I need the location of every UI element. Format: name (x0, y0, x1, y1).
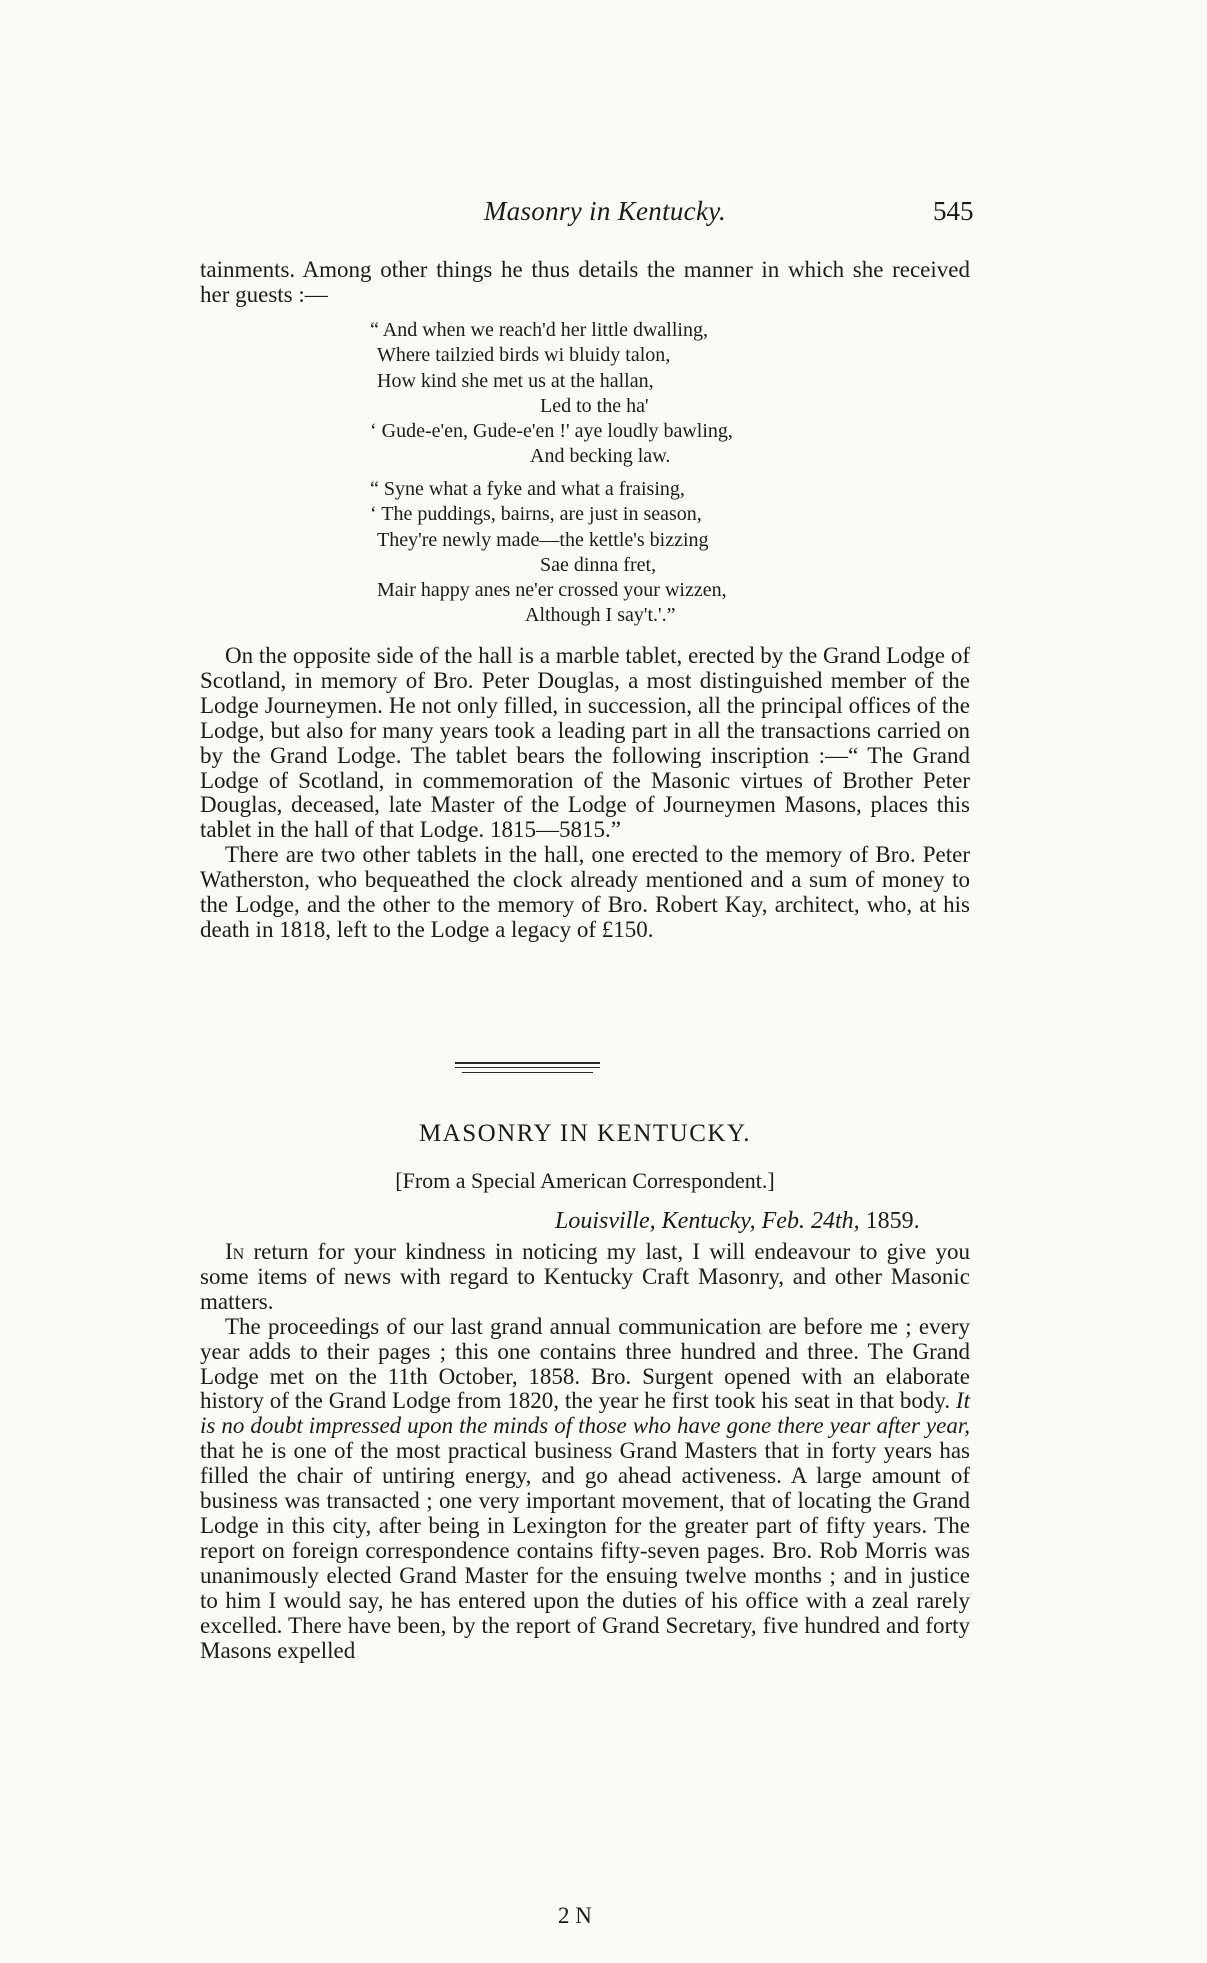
intro-paragraph (200, 258, 970, 308)
verse-line: Sae dinna fret, (540, 553, 657, 576)
article-paragraph-1: In return for your kindness in noticing my last, I will endeavour to give you some items of news with regard to Kentucky Craft Masonry, and other Masonic matters. (200, 1239, 970, 1314)
running-head-title: Masonry in Kentucky. (483, 196, 727, 226)
section-divider (462, 1072, 593, 1073)
article-paragraph-2: The proceedings of our last grand annual communication are before me ; every year adds to their pages ; this one contains three hundred and three. The Grand Lodge met on the 11th October, 1858. Bro. Surgent opened with an elaborate history of the Grand Lodge from 1820, the year he first took his seat in that body. It is no doubt impressed upon the minds of those who have gone there year after year, that he is one of the most practical business Grand Masters that in forty years has filled the chair of untiring energy, and go ahead activeness. A large amount of business was transacted ; one very important movement, that of locating the Grand Lodge in this city, after being in Lexington for the greater part of fifty years. The report on foreign correspondence contains fifty-seven pages. Bro. Rob Morris was unanimously elected Grand Master for the ensuing twelve months ; and in justice to him I would say, he has entered upon the duties of his office with a zeal rarely excelled. There have been, by the report of Grand Secretary, five hundred and forty Masons expelled (200, 1313, 970, 1663)
page-number: 545 (933, 196, 974, 226)
verse-line: Mair happy anes ne'er crossed your wizzen, (377, 579, 727, 602)
paragraph-tablet-douglas: On the opposite side of the hall is a marble tablet, erected by the Grand Lodge of Scotland, in memory of Bro. Peter Douglas, a most distinguished member of the Lodge Journeymen. He not only filled, in succession, all the principal offices of the Lodge, but also for many years took a leading part in all the transactions carried on by the Grand Lodge. The tablet bears the following inscription :—“ The Grand Lodge of Scotland, in commemoration of the Masonic virtues of Brother Peter Douglas, deceased, late Master of the Lodge of Journeymen Masons, places this tablet in the hall of that Lodge. 1815—5815.” (200, 643, 970, 843)
verse-line: Where tailzied birds wi bluidy talon, (377, 344, 671, 367)
verse-line: And becking law. (530, 445, 671, 468)
dateline-place: Louisville, Kentucky, Feb. 24th, (555, 1208, 860, 1234)
body-paragraphs (200, 644, 970, 943)
verse-line: Led to the ha' (540, 394, 649, 417)
section-divider (455, 1062, 600, 1064)
drop-word: In (225, 1239, 245, 1264)
verse-line: “ Syne what a fyke and what a fraising, (370, 478, 685, 500)
verse-line: Although I say't.'.” (525, 604, 676, 627)
article-subtitle: [From a Special American Correspondent.] (395, 1168, 775, 1193)
intro-text: tainments. Among other things he thus details the manner in which she received her guests :— (200, 257, 970, 307)
article-title: MASONRY IN KENTUCKY. (418, 1120, 752, 1147)
verse-line: They're newly made—the kettle's bizzing (377, 528, 709, 551)
article-dateline (555, 1208, 920, 1235)
article-body (200, 1240, 970, 1663)
verse-line: “ And when we reach'd her little dwalling, (370, 319, 708, 341)
signature-mark: 2 N (558, 1903, 592, 1928)
verse-line: How kind she met us at the hallan, (377, 369, 654, 392)
paragraph-other-tablets: There are two other tablets in the hall, one erected to the memory of Bro. Peter Watherston, who bequeathed the clock already mentioned and a sum of money to the Lodge, and the other to the memory of Bro. Robert Kay, architect, who, at his death in 1818, left to the Lodge a legacy of £150. (200, 842, 970, 942)
dateline-year: 1859. (865, 1208, 920, 1234)
italic-passage: It is no doubt impressed upon the minds of those who have gone there year after year, (200, 1388, 970, 1439)
section-divider (455, 1067, 600, 1068)
verse-stanza-2 (370, 477, 830, 629)
verse-stanza-1 (370, 318, 830, 470)
verse-line: ‘ The puddings, bairns, are just in season, (370, 503, 702, 526)
verse-line: ‘ Gude-e'en, Gude-e'en !' aye loudly bawling, (370, 420, 733, 443)
